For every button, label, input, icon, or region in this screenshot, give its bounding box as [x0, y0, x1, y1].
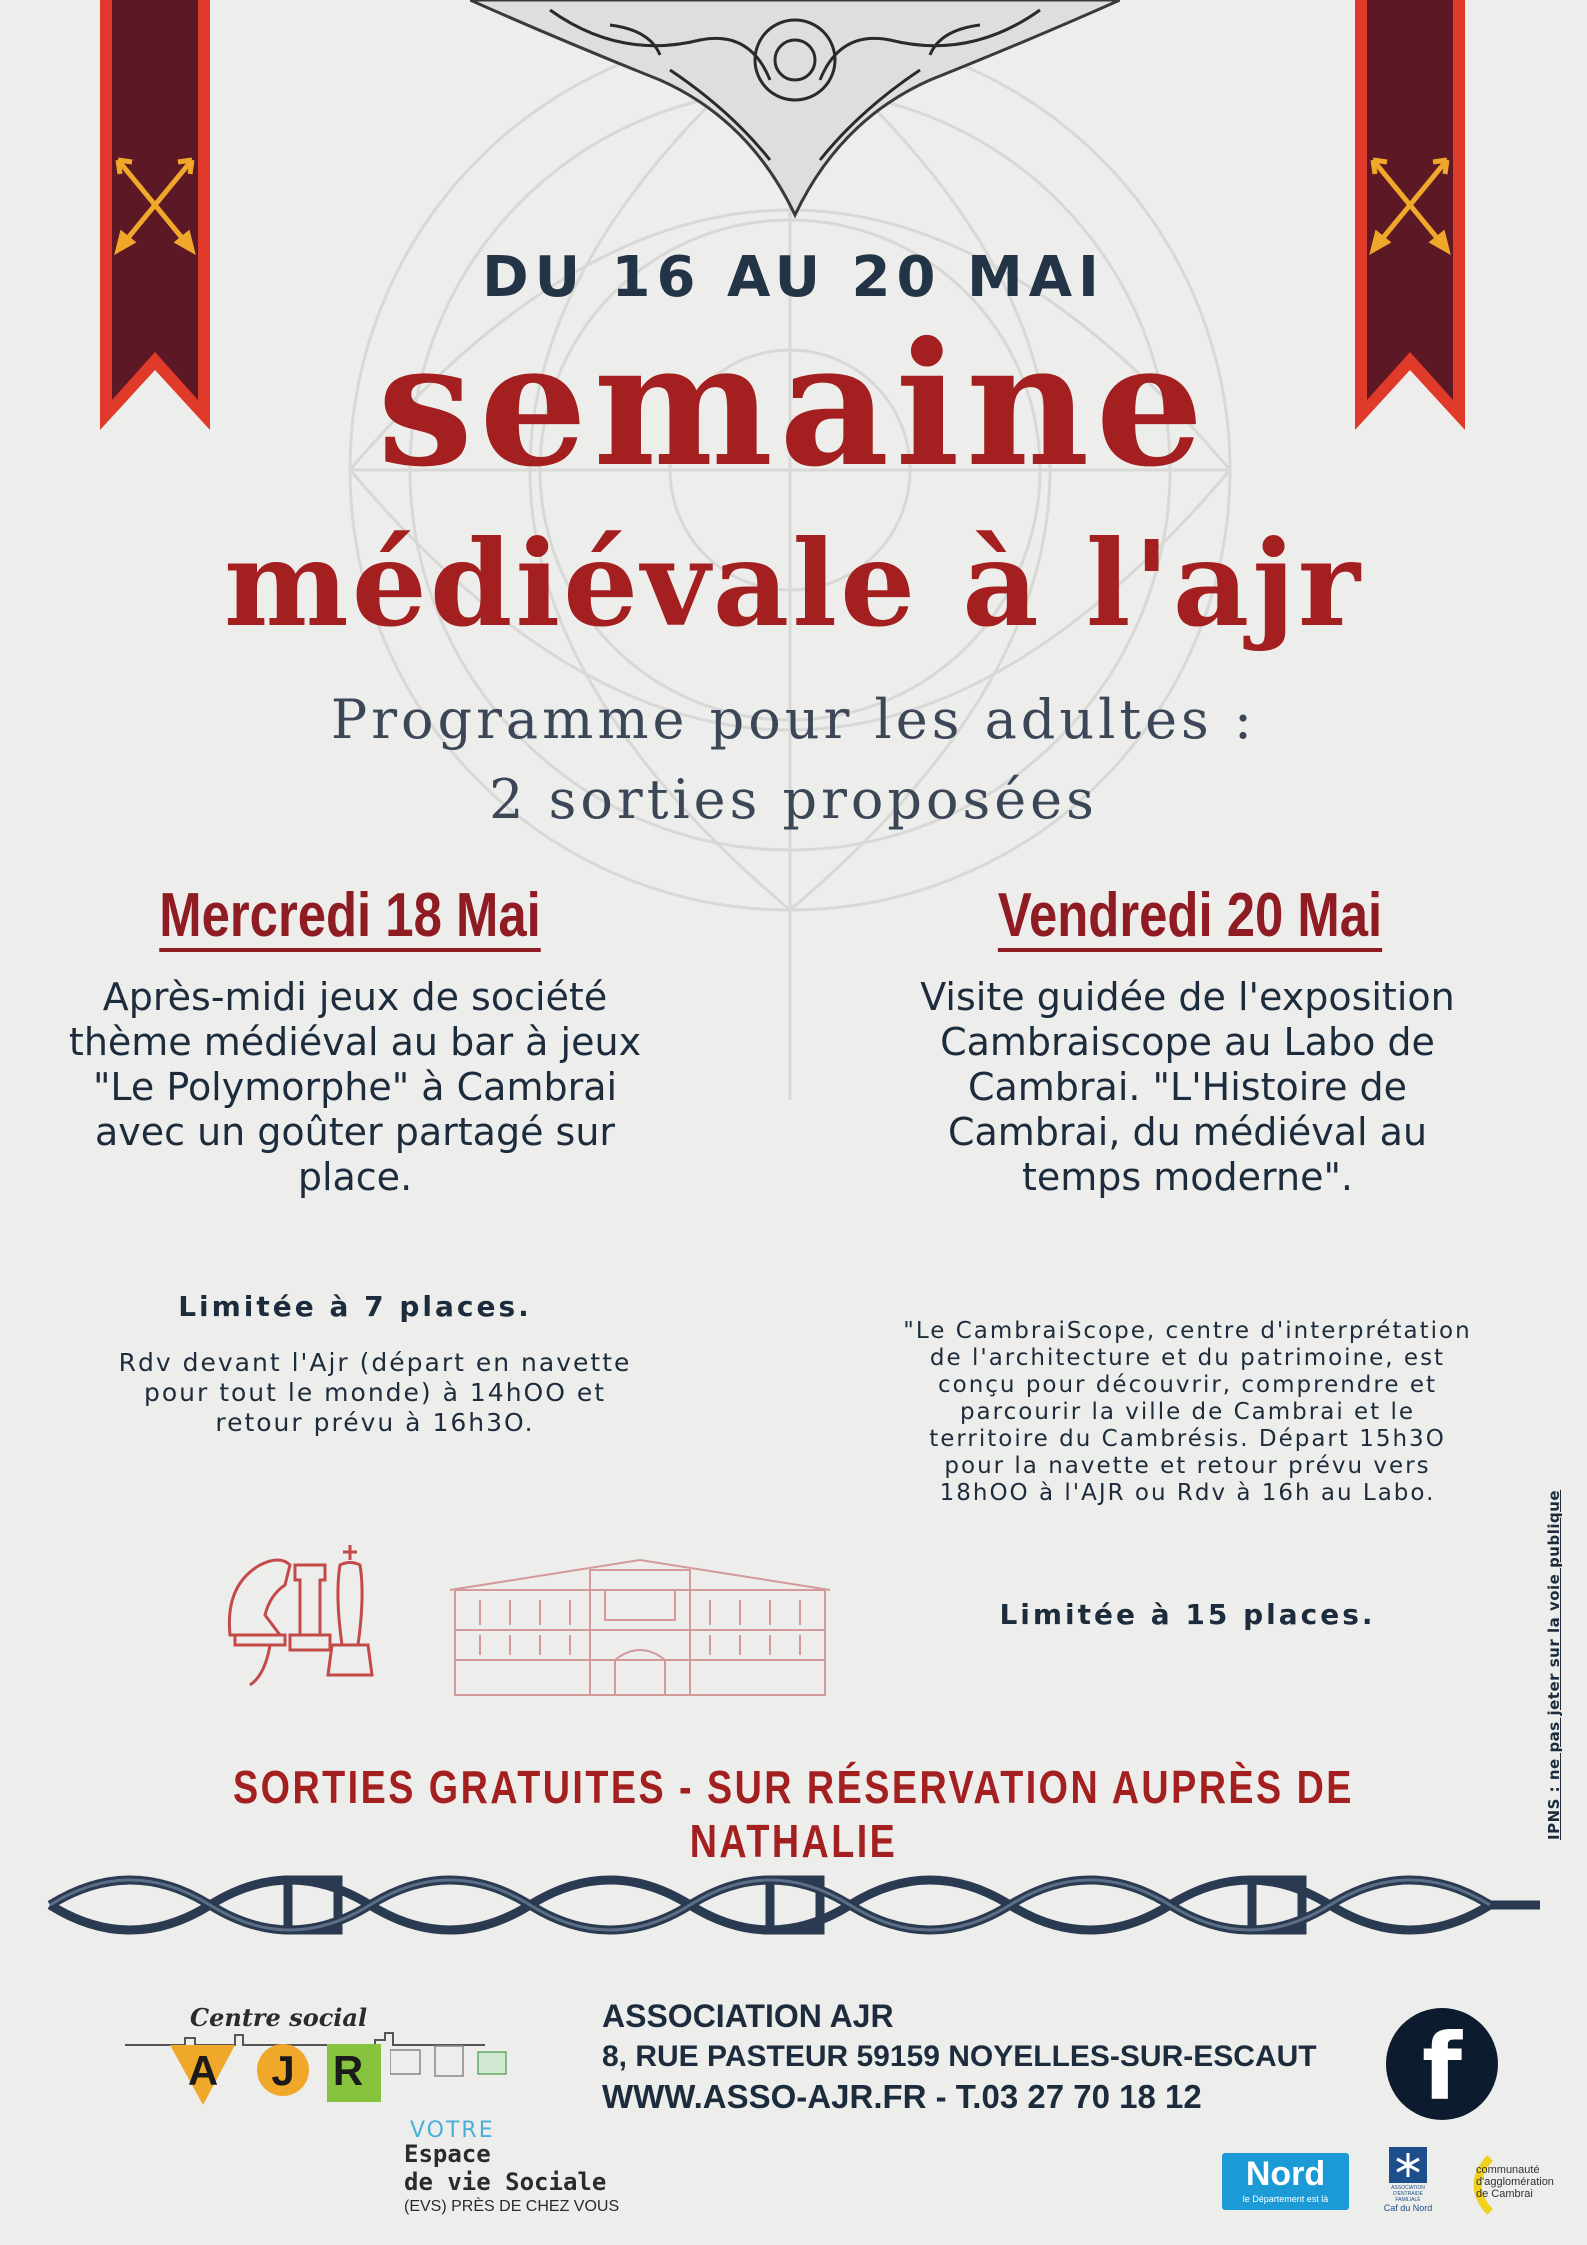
facebook-icon[interactable]: [1386, 2008, 1498, 2120]
left-outing-rdv: Rdv devant l'Ajr (départ en navette pour tout le monde) à 14hOO et retour prévu à 16h3O.: [118, 1348, 632, 1437]
nord-logo: [1222, 2153, 1349, 2210]
agglo-cambrai-logo: [1460, 2150, 1565, 2220]
centre-social-label: Centre social: [190, 2003, 368, 2032]
left-outing-heading: Mercredi 18 Mai: [159, 881, 541, 950]
program-line-2: 2 sorties proposées: [489, 768, 1098, 831]
right-outing-info: "Le CambraiScope, centre d'interprétation de l'architecture et du patrimoine, est conçu pour découvrir, comprendre et parcourir la ville de Cambrai et le territoire du Cambrésis. Départ 15h3O pour la navette et retour prévu vers 18hOO à l'AJR ou Rdv à 16h au Labo.: [903, 1318, 1472, 1506]
title-line-2: médiévale à l'ajr: [223, 514, 1364, 653]
ajr-letter-j: J: [271, 2047, 295, 2094]
evs-line-1: Espace: [404, 2140, 491, 2168]
ajr-letter-r: R: [332, 2047, 364, 2094]
right-outing-limit: Limitée à 15 places.: [999, 1598, 1376, 1631]
celtic-braid-icon: [40, 1855, 1550, 1955]
building-drawing-icon: [440, 1550, 840, 1700]
votre-label: VOTRE: [410, 2118, 495, 2143]
evs-line-3: (EVS) PRÈS DE CHEZ VOUS: [404, 2198, 620, 2215]
event-dates: DU 16 AU 20 MAI: [482, 245, 1105, 310]
nord-logo-text: Nord: [1245, 2155, 1326, 2193]
caf-association-text: ASSOCIATION D'ENTRAIDE FAMILIALE: [1391, 2185, 1425, 2203]
snowflake-icon: [1383, 2145, 1433, 2185]
free-outings-banner: SORTIES GRATUITES - SUR RÉSERVATION AUPRÈS DE NATHALIE: [233, 1761, 1354, 1867]
partner-mini-logos: [390, 2042, 510, 2082]
caf-logo: [1383, 2145, 1433, 2225]
left-outing-limit: Limitée à 7 places.: [178, 1290, 532, 1323]
top-filigree-ornament: [470, 0, 1120, 220]
right-outing-heading: Vendredi 20 Mai: [997, 881, 1383, 950]
left-outing-description: Après-midi jeux de société thème médiéval au bar à jeux "Le Polymorphe" à Cambrai avec un goûter partagé sur place.: [68, 975, 642, 1199]
title-line-1: semaine: [377, 305, 1210, 505]
ipns-note-text: IPNS : ne pas jeter sur la voie publique: [1545, 1489, 1563, 1840]
association-web-phone[interactable]: WWW.ASSO-AJR.FR - T.03 27 70 18 12: [602, 2078, 1202, 2115]
program-line-1: Programme pour les adultes :: [330, 688, 1257, 751]
right-outing-description: Visite guidée de l'exposition Cambraiscope au Labo de Cambrai. "L'Histoire de Cambrai, du médiéval au temps moderne".: [920, 975, 1455, 1199]
caf-name: Caf du Nord: [1383, 2203, 1433, 2213]
ipns-note: [1545, 1460, 1571, 1840]
association-name: ASSOCIATION AJR: [602, 1998, 894, 2034]
nord-tagline: le Département est là: [1242, 2194, 1329, 2204]
association-address: 8, RUE PASTEUR 59159 NOYELLES-SUR-ESCAUT: [602, 2040, 1317, 2073]
ajr-letter-a: A: [187, 2047, 219, 2094]
evs-line-2: de vie Sociale: [404, 2168, 607, 2196]
agglo-text: communauté d'agglomération de Cambrai: [1476, 2164, 1554, 2200]
chess-pieces-icon: [210, 1525, 390, 1695]
facebook-glyph: f: [1421, 2014, 1463, 2121]
